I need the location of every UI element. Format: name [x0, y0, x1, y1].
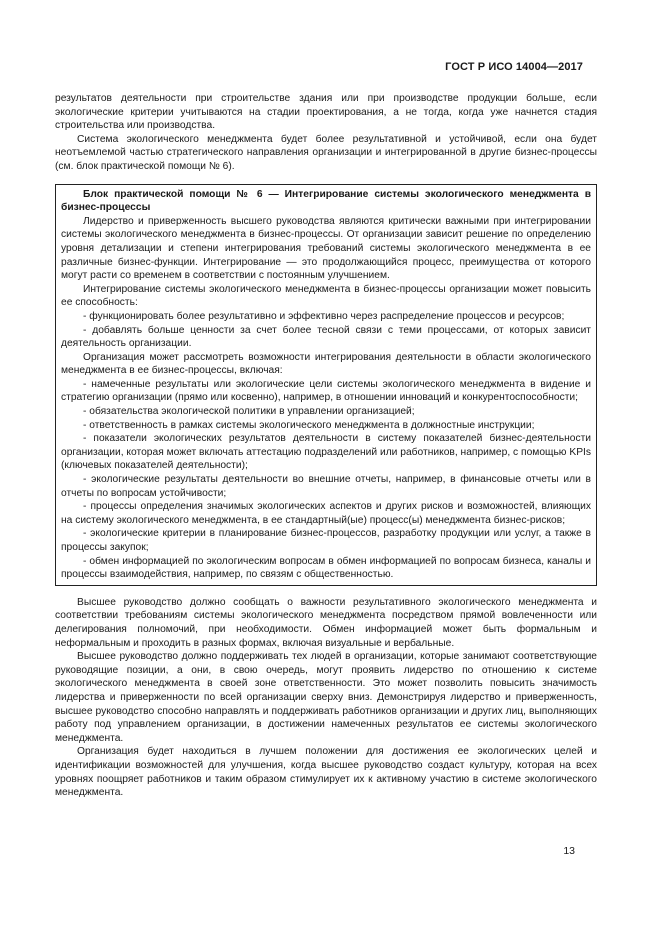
box-paragraph: Интегрирование системы экологического менеджмента в бизнес-процессы организации может повысить ее способность:: [61, 283, 591, 309]
outro-paragraph-1: Высшее руководство должно сообщать о важности результативного экологического менеджмента и соответствии требованиям системы экологического менеджмента посредством прямой вовлеченности или делегирования полномочий, при необходимости. Обмен информацией может быть формальным и неформальным и проходить в разных формах, включая визуальные и вербальные.: [55, 596, 597, 649]
box-list-item: - экологические критерии в планирование бизнес-процессов, разработку продукции или услуг, а также в процессы закупок;: [61, 528, 591, 553]
page-number: 13: [563, 845, 575, 857]
box-list-item: - экологические результаты деятельности во внешние отчеты, например, в финансовые отчеты или в отчеты по вопросам устойчивости;: [61, 474, 591, 499]
intro-paragraph-2: Система экологического менеджмента будет более результативной и устойчивой, если она будет неотъемлемой частью стратегического направления организации и интегрированной в другие бизнес-процессы (см. блок практической помощи № 6).: [55, 133, 597, 172]
box-list-item: - намеченные результаты или экологические цели системы экологического менеджмента в видение и стратегию организации (прямо или косвенно), например, в отношении инноваций и конкурентоспособности;: [61, 378, 591, 404]
practical-help-box: [55, 184, 597, 586]
box-list-item: - обмен информацией по экологическим вопросам в обмен информацией по вопросам бизнеса, каналы и процессы взаимодействия, например, по связям с общественностью.: [61, 555, 591, 581]
outro-paragraph-2: Высшее руководство должно поддерживать тех людей в организации, которые занимают соответствующие руководящие позиции, а они, в свою очередь, могут проявить лидерство по отношению к системе экологического менеджмента в своей зоне ответственности. Это может позволить повысить значимость лидерства и приверженности по всей организации сверху вниз. Демонстрируя лидерство и приверженность, высшее руководство способно направлять и поддерживать работников организации и других лиц, выполняющих работу под управлением организации, в достижении намеченных результатов ее системы экологического менеджмента.: [55, 651, 597, 744]
box-paragraph: Организация может рассмотреть возможности интегрирования деятельности в области экологического менеджмента в ее бизнес-процессы, включая:: [61, 351, 591, 377]
box-list-item: - добавлять больше ценности за счет более тесной связи с теми процессами, от которых зависит деятельность организации.: [61, 324, 591, 350]
box-paragraph: Лидерство и приверженность высшего руководства являются критически важными при интегрировании системы экологического менеджмента в бизнес-процессы. От организации зависит решение по определению уровня детализации и степени интегрирования требований системы экологического менеджмента в ее различные бизнес-функции. Интегрирование — это продолжающийся процесс, преимущества от которого могут расти со временем в соответствии с постоянным улучшением.: [61, 215, 591, 282]
outro-paragraph-3: Организация будет находиться в лучшем положении для достижения ее экологических целей и идентификации возможностей для улучшения, когда высшее руководство создаст культуру, которая на всех уровнях поощряет работников и таким образом стимулирует их к активному участию в системе экологического менеджмента.: [55, 746, 597, 799]
box-list-item: - ответственность в рамках системы экологического менеджмента в должностные инструкции;: [83, 419, 535, 431]
box-list-item: - функционировать более результативно и эффективно через распределение процессов и ресурсов;: [83, 310, 565, 322]
page-content: [55, 92, 597, 800]
document-header: ГОСТ Р ИСО 14004—2017: [445, 61, 583, 73]
intro-paragraph-1: результатов деятельности при строительстве здания или при производстве продукции больше, если экологические критерии учитываются на стадии проектирования, а не тогда, когда уже начнется стадия строительства или производства.: [55, 93, 597, 132]
box-list-item: - обязательства экологической политики в управлении организацией;: [83, 406, 415, 418]
box-list-item: - показатели экологических результатов деятельности в систему показателей бизнес-деятельности организации, которая может включать аттестацию подразделений или работников, например, с помощью KPIs (ключевых показателей деятельности);: [61, 433, 591, 472]
box-list-item: - процессы определения значимых экологических аспектов и других рисков и возможностей, влияющих на систему экологического менеджмента, в ее стандартный(ые) процесс(ы) менеджмента бизнес-рисков;: [61, 501, 591, 526]
box-title: Блок практической помощи № 6 — Интегрирование системы экологического менеджмента в бизнес-процессы: [61, 188, 591, 214]
